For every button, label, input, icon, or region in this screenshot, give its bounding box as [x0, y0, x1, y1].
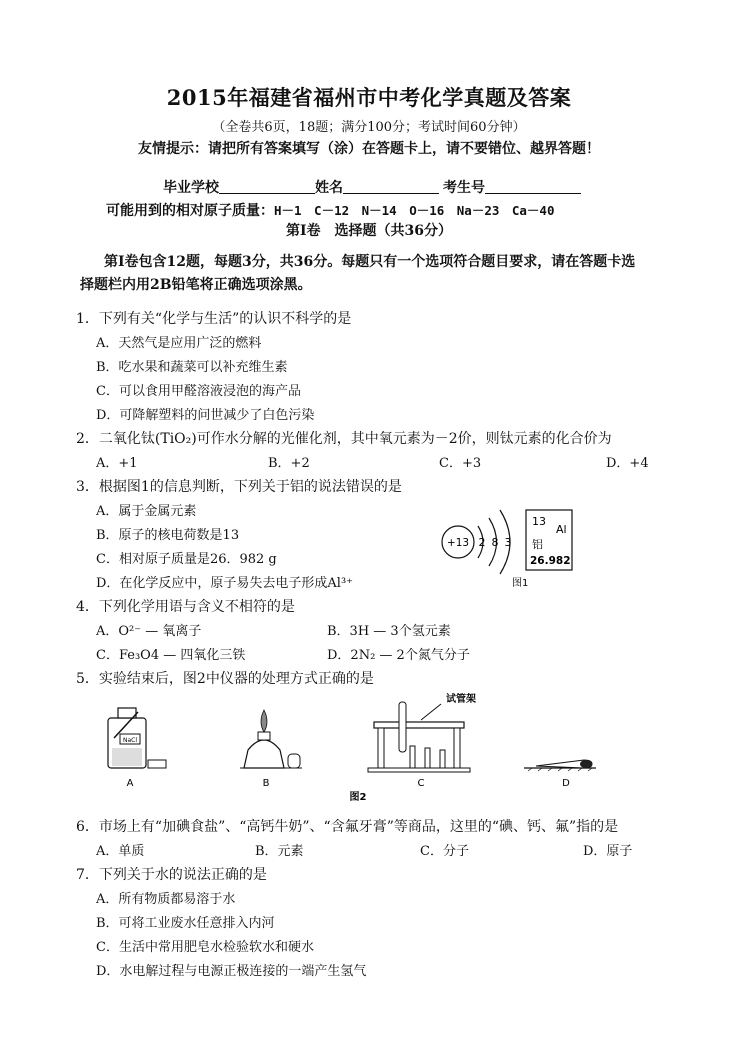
atomic-masses-values: H－1 C－12 N－14 O－16 Na－23 Ca－40: [274, 203, 555, 218]
q7-option-a[interactable]: A．所有物质都易溶于水: [96, 892, 236, 907]
shell-1-count: 2: [478, 536, 486, 549]
page-title: 2015年福建省福州市中考化学真题及答案: [166, 85, 572, 110]
q4-option-b[interactable]: B．3H — 3个氢元素: [327, 624, 451, 639]
student-fields: [163, 177, 581, 197]
q7-stem: 7．下列关于水的说法正确的是: [76, 867, 267, 883]
q4-option-d[interactable]: D．2N₂ — 2个氮气分子: [327, 648, 470, 663]
figure-1-aluminum: [436, 500, 576, 592]
label-a: A: [126, 778, 134, 789]
q5-stem: 5．实验结束后，图2中仪器的处理方式正确的是: [76, 671, 374, 687]
q1-option-b[interactable]: B．吃水果和蔬菜可以补充维生素: [96, 360, 288, 375]
element-symbol: Al: [556, 523, 567, 536]
q1-option-c[interactable]: C．可以食用甲醛溶液浸泡的海产品: [96, 384, 301, 399]
q2-stem: 2．二氧化钛(TiO₂)可作水分解的光催化剂，其中氧元素为－2价，则钛元素的化合价为: [76, 431, 612, 447]
q1-option-a[interactable]: A．天然气是应用广泛的燃料: [96, 336, 262, 351]
section-heading: 第Ⅰ卷 选择题（共36分）: [285, 223, 453, 239]
section-instruction-2: 择题栏内用2B铅笔将正确选项涂黑。: [80, 277, 312, 293]
q3-option-a[interactable]: A．属于金属元素: [96, 504, 197, 519]
label-c: C: [417, 778, 425, 789]
element-name: 铝: [532, 538, 543, 551]
apparatus-d-test-tube: [524, 760, 596, 789]
q7-option-b[interactable]: B．可将工业废水任意排入内河: [96, 916, 275, 931]
q2-option-c[interactable]: C．+3: [439, 456, 482, 471]
exam-no-blank[interactable]: [485, 179, 581, 194]
q3-stem: 3．根据图1的信息判断，下列关于铝的说法错误的是: [76, 479, 402, 495]
exam-no-label: 考生号: [443, 180, 485, 196]
section-instruction-1: 第Ⅰ卷包含12题，每题3分，共36分。每题只有一个选项符合题目要求，请在答题卡选: [104, 254, 636, 270]
q3-option-b[interactable]: B．原子的核电荷数是13: [96, 528, 240, 543]
atomic-number: 13: [532, 515, 546, 528]
nucleus-charge: +13: [446, 537, 470, 549]
apparatus-c-test-tube-rack: [368, 692, 476, 789]
school-blank[interactable]: [219, 179, 315, 194]
q6-option-d[interactable]: D．原子: [583, 844, 633, 859]
q4-stem: 4．下列化学用语与含义不相符的是: [76, 599, 295, 615]
shell-2-count: 8: [491, 536, 499, 549]
q3-option-c[interactable]: C．相对原子质量是26．982 g: [96, 552, 277, 567]
bottle-label: NaCl: [122, 737, 138, 744]
q6-option-b[interactable]: B．元素: [255, 844, 304, 859]
q4-option-c[interactable]: C．Fe₃O4 — 四氧化三铁: [96, 648, 246, 663]
shell-3-count: 3: [504, 536, 512, 549]
q2-option-d[interactable]: D．+4: [606, 456, 649, 471]
q2-option-b[interactable]: B．+2: [268, 456, 310, 471]
q4-option-a[interactable]: A．O²⁻ — 氧离子: [96, 624, 202, 639]
q6-stem: 6．市场上有“加碘食盐”、“高钙牛奶”、“含氟牙膏”等商品，这里的“碘、钙、氟”指的是: [76, 819, 619, 835]
q1-option-d[interactable]: D．可降解塑料的问世减少了白色污染: [96, 408, 315, 423]
atomic-masses-label: 可能用到的相对原子质量：: [106, 203, 274, 219]
name-blank[interactable]: [343, 179, 439, 194]
figure-2-apparatus: [96, 690, 636, 802]
exam-info: （全卷共6页，18题；满分100分；考试时间60分钟）: [212, 120, 526, 135]
label-b: B: [262, 778, 270, 789]
figure-2-caption: 图2: [349, 792, 367, 802]
apparatus-a-reagent-bottle: [108, 708, 166, 789]
q7-option-c[interactable]: C．生活中常用肥皂水检验软水和硬水: [96, 940, 314, 955]
q2-option-a[interactable]: A．+1: [96, 456, 138, 471]
q7-option-d[interactable]: D．水电解过程与电源正极连接的一端产生氢气: [96, 964, 367, 979]
q1-stem: 1．下列有关“化学与生活”的认识不科学的是: [76, 311, 352, 327]
rack-label: 试管架: [446, 694, 476, 705]
school-label: 毕业学校: [163, 180, 219, 196]
q6-option-a[interactable]: A．单质: [96, 844, 145, 859]
name-label: 姓名: [315, 180, 343, 196]
friendly-tip: 友情提示：请把所有答案填写（涂）在答题卡上，请不要错位、越界答题！: [138, 141, 600, 157]
apparatus-b-alcohol-lamp: [240, 710, 302, 789]
figure-1-caption: 图1: [512, 578, 529, 589]
q6-option-c[interactable]: C．分子: [420, 844, 469, 859]
q3-option-d[interactable]: D．在化学反应中，原子易失去电子形成Al³⁺: [96, 576, 354, 591]
atomic-mass: 26.982: [530, 555, 571, 567]
flame-icon: [261, 710, 267, 732]
atomic-masses-line: [106, 200, 555, 220]
label-d: D: [562, 778, 570, 789]
